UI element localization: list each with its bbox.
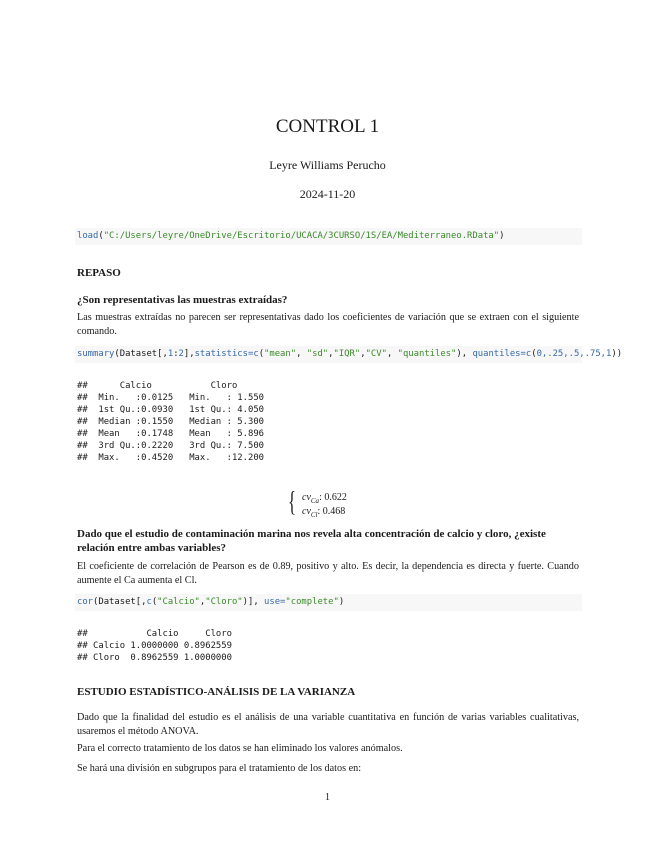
- paragraph-anova: Dado que la finalidad del estudio es el análisis de una variable cuantitativa en función de varias variables cualitativas, usaremos el método ANOVA.: [77, 712, 579, 737]
- section-heading-repaso: REPASO: [77, 267, 121, 279]
- code-chunk-summary: summary(Dataset[,1:2],statistics=c("mean", "sd","IQR","CV", "quantiles"), quantiles=c(0,.25,.5,.75,1)): [75, 346, 582, 363]
- code-chunk-cor: cor(Dataset[,c("Calcio","Cloro")], use="complete"): [75, 594, 582, 611]
- cv-equation: [288, 487, 388, 522]
- section-heading-estudio: ESTUDIO ESTADÍSTICO-ANÁLISIS DE LA VARIANZA: [77, 686, 356, 698]
- paragraph-representativas: Las muestras extraídas no parecen ser representativas dado los coeficientes de variación que se extraen con el siguiente comando.: [77, 312, 579, 337]
- summary-output: ## Calcio Cloro ## Min. :0.0125 Min. : 1.550 ## 1st Qu.:0.0930 1st Qu.: 4.050 ## Median :0.1550 Median : 5.300 ## Mean :0.1748 Mean : 5.896 ## 3rd Qu.:0.2220 3rd Qu.: 7.500 ## Max. :0.4520 Max. :12.200: [77, 381, 265, 463]
- code-function: load: [77, 231, 99, 241]
- cv-cloro: $cv_{Cl}$: 0.468: [302, 506, 346, 519]
- subheading-representativas: ¿Son representativas las muestras extraídas?: [77, 294, 288, 306]
- code-chunk-load: load("C:/Users/leyre/OneDrive/Escritorio/UCACA/3CURSO/1S/EA/Mediterraneo.RData"): [75, 228, 582, 245]
- subheading-relacion: Dado que el estudio de contaminación marina nos revela alta concentración de calcio y cloro, ¿existe relación entre ambas variables?: [77, 528, 546, 554]
- document-title: CONTROL 1: [275, 116, 380, 137]
- document-date: 2024-11-20: [299, 187, 356, 201]
- cv-calcio: $cv_{Ca}$: 0.622: [302, 492, 347, 505]
- cor-output: ## Calcio Cloro ## Calcio 1.0000000 0.8962559 ## Cloro 0.8962559 1.0000000: [77, 629, 232, 663]
- paragraph-anomalos: Para el correcto tratamiento de los datos se han eliminado los valores anómalos.: [77, 743, 403, 754]
- left-brace: {: [288, 487, 297, 518]
- page-number: 1: [325, 792, 330, 803]
- paragraph-subgrupos: Se hará una división en subgrupos para el tratamiento de los datos en:: [77, 763, 362, 774]
- paragraph-correlacion: El coeficiente de correlación de Pearson es de 0.89, positivo y alto. Es decir, la dependencia es directa y fuerte. Cuando aumente el Ca aumenta el Cl.: [77, 561, 579, 586]
- code-string: "C:/Users/leyre/OneDrive/Escritorio/UCACA/3CURSO/1S/EA/Mediterraneo.RData": [103, 231, 500, 241]
- document-author: Leyre Williams Perucho: [269, 158, 386, 172]
